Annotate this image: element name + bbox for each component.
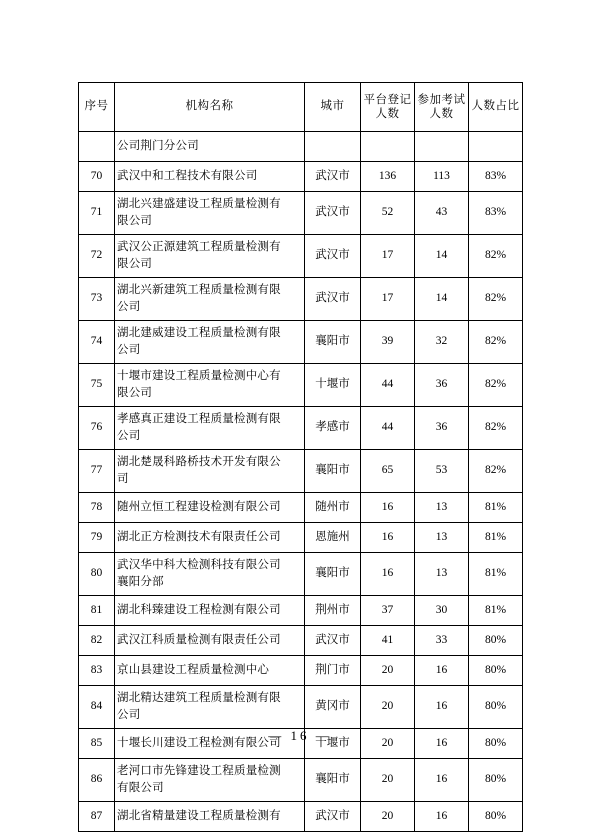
cell-organization-line1: 湖北科臻建设工程检测有限公司 bbox=[117, 603, 281, 616]
cell-organization bbox=[115, 596, 305, 626]
cell-city: 武汉市 bbox=[305, 278, 361, 321]
cell-organization bbox=[115, 553, 305, 596]
cell-exam-count: 32 bbox=[415, 321, 469, 364]
cell-exam-count: 53 bbox=[415, 450, 469, 493]
table-row bbox=[79, 162, 523, 192]
cell-city bbox=[305, 132, 361, 162]
cell-organization-line1: 湖北楚晟科路桥技术开发有限公 bbox=[117, 456, 281, 469]
cell-registered-count: 16 bbox=[361, 523, 415, 553]
cell-organization bbox=[115, 656, 305, 686]
table-row bbox=[79, 321, 523, 364]
table-row bbox=[79, 523, 523, 553]
cell-registered-count: 16 bbox=[361, 553, 415, 596]
cell-organization-line1: 武汉华中科大检测科技有限公司 bbox=[117, 559, 281, 572]
cell-ratio: 80% bbox=[469, 759, 523, 802]
cell-organization bbox=[115, 407, 305, 450]
cell-organization bbox=[115, 192, 305, 235]
cell-organization-line1: 随州立恒工程建设检测有限公司 bbox=[117, 500, 281, 513]
cell-index: 72 bbox=[79, 235, 115, 278]
cell-ratio: 82% bbox=[469, 278, 523, 321]
table-row bbox=[79, 407, 523, 450]
cell-ratio: 81% bbox=[469, 596, 523, 626]
cell-city: 十堰市 bbox=[305, 729, 361, 759]
cell-organization bbox=[115, 493, 305, 523]
cell-organization-line1: 湖北正方检测技术有限责任公司 bbox=[117, 530, 281, 543]
table-row bbox=[79, 759, 523, 802]
cell-city: 十堰市 bbox=[305, 364, 361, 407]
cell-registered-count: 17 bbox=[361, 278, 415, 321]
cell-exam-count: 13 bbox=[415, 553, 469, 596]
cell-registered-count: 20 bbox=[361, 656, 415, 686]
cell-exam-count: 14 bbox=[415, 278, 469, 321]
cell-registered-count: 20 bbox=[361, 729, 415, 759]
column-header-exam-line1: 参加考试 bbox=[417, 93, 466, 106]
cell-index: 77 bbox=[79, 450, 115, 493]
cell-exam-count: 16 bbox=[415, 686, 469, 729]
cell-organization-line1: 孝感真正建设工程质量检测有限 bbox=[117, 413, 281, 426]
cell-registered-count: 17 bbox=[361, 235, 415, 278]
cell-registered-count bbox=[361, 132, 415, 162]
cell-registered-count: 16 bbox=[361, 493, 415, 523]
cell-ratio: 81% bbox=[469, 553, 523, 596]
cell-organization-line1: 老河口市先锋建设工程质量检测 bbox=[117, 765, 281, 778]
cell-organization bbox=[115, 759, 305, 802]
table-row bbox=[79, 450, 523, 493]
cell-ratio: 80% bbox=[469, 802, 523, 832]
cell-city: 恩施州 bbox=[305, 523, 361, 553]
cell-organization-line2: 襄阳分部 bbox=[117, 576, 164, 588]
cell-organization-line1: 湖北精达建筑工程质量检测有限 bbox=[117, 692, 281, 705]
cell-index: 71 bbox=[79, 192, 115, 235]
inspection-agency-table bbox=[78, 82, 523, 832]
cell-exam-count: 33 bbox=[415, 626, 469, 656]
cell-ratio bbox=[469, 132, 523, 162]
cell-organization-line1: 湖北省精量建设工程质量检测有 bbox=[117, 809, 281, 822]
cell-organization-line2: 限公司 bbox=[117, 387, 153, 399]
cell-city: 襄阳市 bbox=[305, 553, 361, 596]
cell-exam-count: 16 bbox=[415, 802, 469, 832]
cell-city: 襄阳市 bbox=[305, 759, 361, 802]
column-header-index: 序号 bbox=[79, 83, 115, 132]
cell-index: 74 bbox=[79, 321, 115, 364]
cell-organization bbox=[115, 235, 305, 278]
table-body bbox=[79, 132, 523, 832]
cell-organization-line1: 十堰市建设工程质量检测中心有 bbox=[117, 370, 281, 383]
cell-index: 85 bbox=[79, 729, 115, 759]
table-row bbox=[79, 132, 523, 162]
cell-organization-line2: 公司 bbox=[117, 430, 141, 442]
cell-index: 76 bbox=[79, 407, 115, 450]
cell-city: 襄阳市 bbox=[305, 321, 361, 364]
cell-organization-line1: 十堰长川建设工程检测有限公司 bbox=[117, 736, 281, 749]
cell-ratio: 83% bbox=[469, 162, 523, 192]
cell-organization-line1: 武汉江科质量检测有限责任公司 bbox=[117, 633, 281, 646]
cell-registered-count: 44 bbox=[361, 407, 415, 450]
cell-index: 73 bbox=[79, 278, 115, 321]
cell-exam-count: 36 bbox=[415, 407, 469, 450]
cell-ratio: 80% bbox=[469, 626, 523, 656]
cell-exam-count: 16 bbox=[415, 729, 469, 759]
cell-index bbox=[79, 132, 115, 162]
cell-city: 武汉市 bbox=[305, 162, 361, 192]
table-row bbox=[79, 656, 523, 686]
cell-registered-count: 20 bbox=[361, 802, 415, 832]
cell-exam-count: 43 bbox=[415, 192, 469, 235]
cell-exam-count: 16 bbox=[415, 759, 469, 802]
cell-organization bbox=[115, 162, 305, 192]
table-row bbox=[79, 364, 523, 407]
cell-ratio: 81% bbox=[469, 493, 523, 523]
cell-city: 武汉市 bbox=[305, 192, 361, 235]
cell-organization-line2: 司 bbox=[117, 473, 129, 485]
cell-index: 78 bbox=[79, 493, 115, 523]
cell-organization-line2: 限公司 bbox=[117, 215, 153, 227]
cell-organization bbox=[115, 132, 305, 162]
table-row bbox=[79, 686, 523, 729]
cell-registered-count: 136 bbox=[361, 162, 415, 192]
cell-ratio: 82% bbox=[469, 321, 523, 364]
cell-exam-count bbox=[415, 132, 469, 162]
cell-registered-count: 37 bbox=[361, 596, 415, 626]
cell-ratio: 83% bbox=[469, 192, 523, 235]
cell-ratio: 81% bbox=[469, 523, 523, 553]
cell-organization-line1: 武汉公正源建筑工程质量检测有 bbox=[117, 241, 281, 254]
cell-organization-line1: 湖北建威建设工程质量检测有限 bbox=[117, 327, 281, 340]
cell-organization-line1: 京山县建设工程质量检测中心 bbox=[117, 663, 270, 676]
cell-registered-count: 41 bbox=[361, 626, 415, 656]
table-row bbox=[79, 802, 523, 832]
cell-city: 荆门市 bbox=[305, 656, 361, 686]
cell-index: 81 bbox=[79, 596, 115, 626]
column-header-registered-line2: 人数 bbox=[375, 108, 400, 120]
page-number: — 16 — bbox=[268, 728, 332, 743]
cell-index: 82 bbox=[79, 626, 115, 656]
cell-organization bbox=[115, 321, 305, 364]
table-header-row bbox=[79, 83, 523, 132]
cell-organization-line2: 限公司 bbox=[117, 258, 153, 270]
cell-registered-count: 44 bbox=[361, 364, 415, 407]
cell-city: 武汉市 bbox=[305, 802, 361, 832]
cell-organization-line2: 公司 bbox=[117, 709, 141, 721]
cell-organization bbox=[115, 364, 305, 407]
cell-organization-line1: 湖北兴新建筑工程质量检测有限 bbox=[117, 284, 281, 297]
cell-index: 79 bbox=[79, 523, 115, 553]
cell-exam-count: 13 bbox=[415, 493, 469, 523]
table-row bbox=[79, 596, 523, 626]
table-row bbox=[79, 235, 523, 278]
cell-exam-count: 113 bbox=[415, 162, 469, 192]
column-header-organization: 机构名称 bbox=[115, 83, 305, 132]
cell-city: 襄阳市 bbox=[305, 450, 361, 493]
cell-organization-line2: 有限公司 bbox=[117, 782, 164, 794]
cell-organization-line1: 湖北兴建盛建设工程质量检测有 bbox=[117, 198, 281, 211]
table-row bbox=[79, 278, 523, 321]
cell-ratio: 82% bbox=[469, 364, 523, 407]
cell-organization-line1: 武汉中和工程技术有限公司 bbox=[117, 169, 258, 182]
cell-index: 75 bbox=[79, 364, 115, 407]
cell-ratio: 82% bbox=[469, 407, 523, 450]
cell-ratio: 80% bbox=[469, 656, 523, 686]
cell-ratio: 80% bbox=[469, 686, 523, 729]
cell-exam-count: 16 bbox=[415, 656, 469, 686]
cell-ratio: 80% bbox=[469, 729, 523, 759]
cell-organization bbox=[115, 802, 305, 832]
cell-city: 武汉市 bbox=[305, 626, 361, 656]
column-header-ratio: 人数占比 bbox=[469, 83, 523, 132]
cell-registered-count: 65 bbox=[361, 450, 415, 493]
cell-exam-count: 30 bbox=[415, 596, 469, 626]
table-row bbox=[79, 192, 523, 235]
column-header-registered bbox=[361, 83, 415, 132]
table-header bbox=[79, 83, 523, 132]
cell-registered-count: 39 bbox=[361, 321, 415, 364]
cell-organization bbox=[115, 626, 305, 656]
cell-index: 70 bbox=[79, 162, 115, 192]
cell-organization bbox=[115, 278, 305, 321]
table-row bbox=[79, 493, 523, 523]
cell-ratio: 82% bbox=[469, 235, 523, 278]
cell-organization bbox=[115, 686, 305, 729]
cell-registered-count: 20 bbox=[361, 686, 415, 729]
cell-index: 83 bbox=[79, 656, 115, 686]
table-row bbox=[79, 626, 523, 656]
cell-organization-line2: 公司 bbox=[117, 301, 141, 313]
cell-organization bbox=[115, 450, 305, 493]
cell-ratio: 82% bbox=[469, 450, 523, 493]
cell-registered-count: 20 bbox=[361, 759, 415, 802]
cell-exam-count: 13 bbox=[415, 523, 469, 553]
cell-index: 86 bbox=[79, 759, 115, 802]
cell-organization-line1: 公司荆门分公司 bbox=[117, 139, 199, 152]
column-header-registered-line1: 平台登记 bbox=[363, 93, 412, 106]
cell-organization-line2: 公司 bbox=[117, 344, 141, 356]
cell-city: 黄冈市 bbox=[305, 686, 361, 729]
cell-exam-count: 36 bbox=[415, 364, 469, 407]
cell-city: 孝感市 bbox=[305, 407, 361, 450]
cell-index: 84 bbox=[79, 686, 115, 729]
cell-city: 随州市 bbox=[305, 493, 361, 523]
data-table-container bbox=[78, 82, 522, 832]
column-header-city: 城市 bbox=[305, 83, 361, 132]
column-header-exam-line2: 人数 bbox=[429, 108, 454, 120]
table-row bbox=[79, 553, 523, 596]
column-header-exam bbox=[415, 83, 469, 132]
cell-registered-count: 52 bbox=[361, 192, 415, 235]
cell-index: 87 bbox=[79, 802, 115, 832]
cell-city: 武汉市 bbox=[305, 235, 361, 278]
cell-index: 80 bbox=[79, 553, 115, 596]
cell-exam-count: 14 bbox=[415, 235, 469, 278]
cell-city: 荆州市 bbox=[305, 596, 361, 626]
cell-organization bbox=[115, 523, 305, 553]
